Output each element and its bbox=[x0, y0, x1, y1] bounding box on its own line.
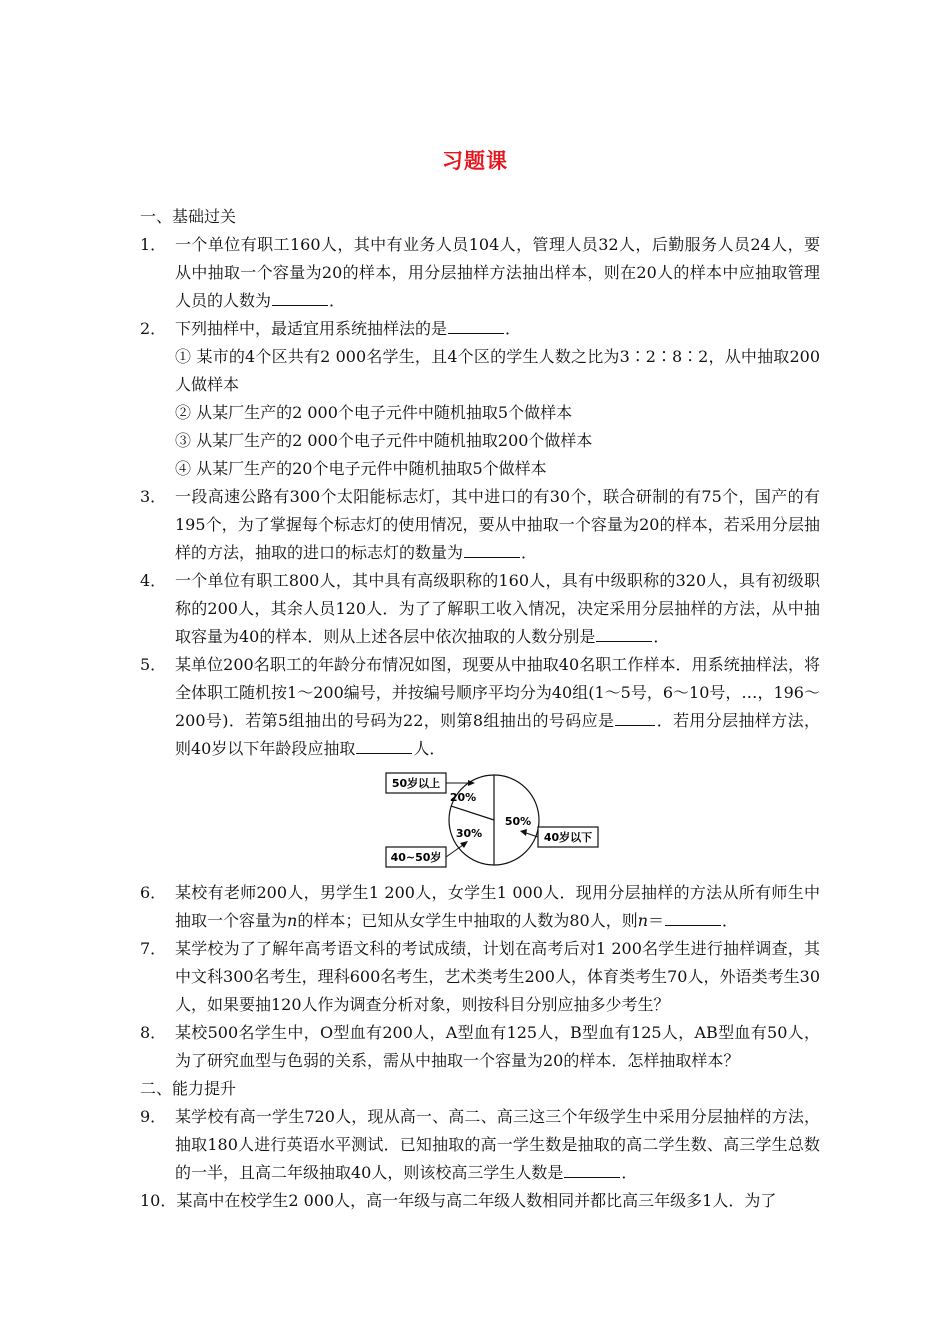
question-text: 某学校为了了解年高考语文科的考试成绩，计划在高考后对1 200名学生进行抽样调查，其中文科300名考生，理科600名考生，艺术类考生200人，体育类考生70人，外语类考生30人，如果要抽120人作为调查分析对象，则按科目分别应抽多少考生？ bbox=[175, 939, 820, 1014]
page-title: 习题课 bbox=[442, 149, 508, 173]
question-3 bbox=[140, 483, 820, 567]
question-number: 7． bbox=[140, 939, 167, 958]
slice-label-20: 20% bbox=[449, 791, 477, 804]
question-number: 4． bbox=[140, 571, 167, 590]
question-8 bbox=[140, 1019, 820, 1075]
age-pie-figure bbox=[140, 767, 820, 879]
question-10 bbox=[140, 1187, 820, 1215]
answer-blank bbox=[272, 287, 328, 306]
question-text: 某学校有高一学生720人，现从高一、高二、高三这三个年级学生中采用分层抽样的方法，抽取180人进行英语水平测试．已知抽取的高一学生数是抽取的高二学生数、高三学生总数的一半，且高二年级抽取40人，则该校高三学生人数是 bbox=[175, 1107, 820, 1182]
question-text: 一段高速公路有300个太阳能标志灯，其中进口的有30个，联合研制的有75个，国产的有195个，为了掌握每个标志灯的使用情况，要从中抽取一个容量为20的样本，若采用分层抽样的方法，抽取的进口的标志灯的数量为 bbox=[175, 487, 820, 562]
question-1 bbox=[140, 231, 820, 315]
question-text: ． bbox=[653, 627, 670, 646]
arrowhead bbox=[460, 841, 468, 848]
question-number: 2． bbox=[140, 319, 167, 338]
question-text: 某单位200名职工的年龄分布情况如图，现要从中抽取40名职工作样本．用系统抽样法，将全体职工随机按1～200编号，并按编号顺序平均分为40组(1～5号，6～10号，…，196～200号)．若第5组抽出的号码为22，则第8组抽出的号码应是 bbox=[175, 655, 820, 730]
arrowhead bbox=[520, 829, 527, 836]
question-text: ． bbox=[621, 1163, 638, 1182]
question-4 bbox=[140, 567, 820, 651]
question-text: 某高中在校学生2 000人，高一年级与高二年级人数相同并都比高三年级多1人．为了 bbox=[176, 1191, 777, 1210]
callout-arrow-40-50 bbox=[446, 845, 463, 857]
slice-label-30: 30% bbox=[455, 827, 483, 840]
question-text: 下列抽样中，最适宜用系统抽样法的是 bbox=[175, 319, 448, 338]
callout-label-under-40: 40岁以下 bbox=[543, 831, 593, 844]
question-text: 一个单位有职工160人，其中有业务人员104人，管理人员32人，后勤服务人员24人，要从中抽取一个容量为20的样本，用分层抽样方法抽出样本，则在20人的样本中应抽取管理人员的人数为 bbox=[175, 235, 820, 310]
answer-blank bbox=[464, 539, 520, 558]
question-text: 的样本；已知从女学生中抽取的人数为80人，则 bbox=[297, 911, 638, 930]
section-heading-advanced: 二、能力提升 bbox=[140, 1079, 237, 1098]
pie-slice-divider bbox=[451, 806, 494, 820]
question-number: 6． bbox=[140, 883, 167, 902]
question-2 bbox=[140, 315, 820, 483]
question-5 bbox=[140, 651, 820, 763]
option-3: ③ 从某厂生产的2 000个电子元件中随机抽取200个做样本 bbox=[175, 431, 593, 450]
question-text: 某校有老师200人，男学生1 200人，女学生1 000人．现用分层抽样的方法从所有师生中抽取一个容量为 bbox=[175, 883, 820, 930]
question-text: 一个单位有职工800人，其中具有高级职称的160人，具有中级职称的320人，具有初级职称的200人，其余人员120人．为了了解职工收入情况，决定采用分层抽样的方法，从中抽取容量为40的样本．则从上述各层中依次抽取的人数分别是 bbox=[175, 571, 820, 646]
answer-blank bbox=[596, 623, 652, 642]
question-number: 1． bbox=[140, 235, 167, 254]
question-number: 3． bbox=[140, 487, 167, 506]
answer-blank bbox=[356, 735, 412, 754]
question-6 bbox=[140, 879, 820, 935]
option-4: ④ 从某厂生产的20个电子元件中随机抽取5个做样本 bbox=[175, 459, 547, 478]
question-text: ． bbox=[521, 543, 538, 562]
answer-blank bbox=[665, 907, 721, 926]
answer-blank bbox=[615, 707, 655, 726]
age-pie-chart bbox=[383, 767, 603, 873]
question-text: ．若用分层抽样方法，则40岁以下年龄段应抽取 bbox=[175, 711, 820, 758]
question-number: 5． bbox=[140, 655, 167, 674]
exercise-content bbox=[140, 203, 820, 1215]
callout-label-over-50: 50岁以上 bbox=[391, 777, 441, 790]
option-1: ① 某市的4个区共有2 000名学生，且4个区的学生人数之比为3∶2∶8∶2，从中抽取200人做样本 bbox=[175, 347, 820, 394]
question-text: ＝ bbox=[648, 911, 665, 930]
question-7 bbox=[140, 935, 820, 1019]
option-2: ② 从某厂生产的2 000个电子元件中随机抽取5个做样本 bbox=[175, 403, 573, 422]
variable-n: n bbox=[637, 911, 649, 930]
answer-blank bbox=[448, 315, 504, 334]
question-text: ． bbox=[329, 291, 346, 310]
question-text: 人． bbox=[413, 739, 446, 758]
question-9 bbox=[140, 1103, 820, 1187]
question-text: ． bbox=[722, 911, 739, 930]
slice-label-50: 50% bbox=[504, 815, 532, 828]
variable-n: n bbox=[287, 911, 298, 930]
question-text: 某校500名学生中，O型血有200人，A型血有125人，B型血有125人，AB型血有50人，为了研究血型与色弱的关系，需从中抽取一个容量为20的样本．怎样抽取样本？ bbox=[175, 1023, 820, 1070]
question-number: 10． bbox=[140, 1191, 177, 1210]
callout-label-40-50: 40~50岁 bbox=[390, 851, 442, 864]
section-heading-basic: 一、基础过关 bbox=[140, 207, 237, 226]
answer-blank bbox=[564, 1159, 620, 1178]
question-text: ． bbox=[505, 319, 522, 338]
question-number: 8． bbox=[140, 1023, 167, 1042]
question-number: 9． bbox=[140, 1107, 167, 1126]
